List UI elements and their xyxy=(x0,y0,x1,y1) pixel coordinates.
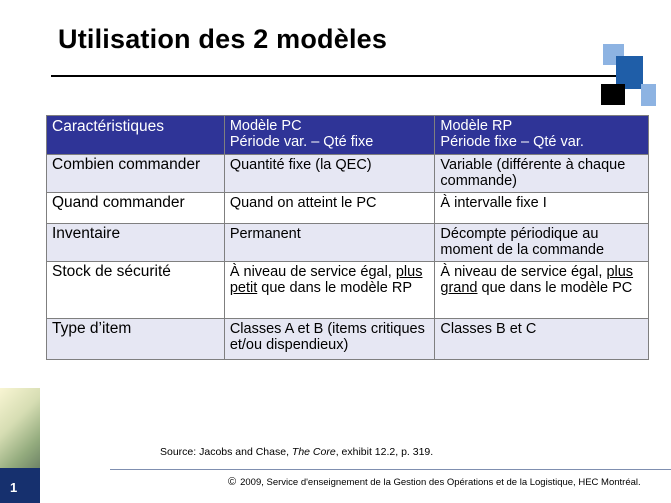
header-characteristics: Caractéristiques xyxy=(47,116,225,155)
footer-text: 2009, Service d'enseignement de la Gestion des Opérations et de la Logistique, HEC Montréal. xyxy=(240,477,641,488)
header-model-pc-name: Modèle PC xyxy=(229,118,302,134)
cell-pc-text-underlined: plus petit xyxy=(229,264,423,296)
source-citation xyxy=(160,446,433,458)
table-row xyxy=(47,155,649,193)
cell-rp: Variable (différente à chaque commande) xyxy=(435,155,649,193)
source-book-title: The Core xyxy=(291,446,336,458)
footer-copyright xyxy=(228,476,641,488)
cell-pc: Permanent xyxy=(224,224,435,262)
copyright-symbol: © xyxy=(228,476,237,488)
table-row xyxy=(47,193,649,224)
cell-rp: Classes B et C xyxy=(435,319,649,360)
title-underline xyxy=(51,75,640,77)
comparison-table xyxy=(46,115,649,360)
row-label: Inventaire xyxy=(47,224,225,262)
row-label: Type d’item xyxy=(47,319,225,360)
cell-pc-text-post: que dans le modèle RP xyxy=(257,280,412,296)
cell-rp-text-pre: À niveau de service égal, xyxy=(440,264,607,280)
slide-number: 1 xyxy=(0,468,40,503)
cell-rp-text-underlined: plus grand xyxy=(440,264,634,296)
decorative-square-black xyxy=(601,84,625,105)
cell-pc-text-pre: À niveau de service égal, xyxy=(229,264,396,280)
table-row xyxy=(47,224,649,262)
cell-pc: Quantité fixe (la QEC) xyxy=(224,155,435,193)
header-model-pc-desc: Période var. – Qté fixe xyxy=(229,134,374,150)
cell-rp-text-post: que dans le modèle PC xyxy=(477,280,633,296)
table-row xyxy=(47,262,649,319)
source-suffix: , exhibit 12.2, p. 319. xyxy=(335,446,434,458)
table-row xyxy=(47,319,649,360)
footer-divider xyxy=(110,469,671,470)
slide-title: Utilisation des 2 modèles xyxy=(58,24,388,54)
cell-rp: Décompte périodique au moment de la commande xyxy=(435,224,649,262)
header-model-rp xyxy=(435,116,649,155)
header-model-pc xyxy=(224,116,435,155)
header-model-rp-name: Modèle RP xyxy=(440,118,513,134)
decorative-plant-image xyxy=(0,388,40,468)
source-prefix: Source: Jacobs and Chase, xyxy=(160,446,292,458)
cell-pc: Quand on atteint le PC xyxy=(224,193,435,224)
row-label: Stock de sécurité xyxy=(47,262,225,319)
decorative-square-light-blue-small xyxy=(641,84,656,106)
cell-pc: Classes A et B (items critiques et/ou dispendieux) xyxy=(224,319,435,360)
cell-pc xyxy=(224,262,435,319)
table-header-row xyxy=(47,116,649,155)
header-model-rp-desc: Période fixe – Qté var. xyxy=(440,134,584,150)
row-label: Quand commander xyxy=(47,193,225,224)
row-label: Combien commander xyxy=(47,155,225,193)
cell-rp xyxy=(435,262,649,319)
cell-rp: À intervalle fixe I xyxy=(435,193,649,224)
